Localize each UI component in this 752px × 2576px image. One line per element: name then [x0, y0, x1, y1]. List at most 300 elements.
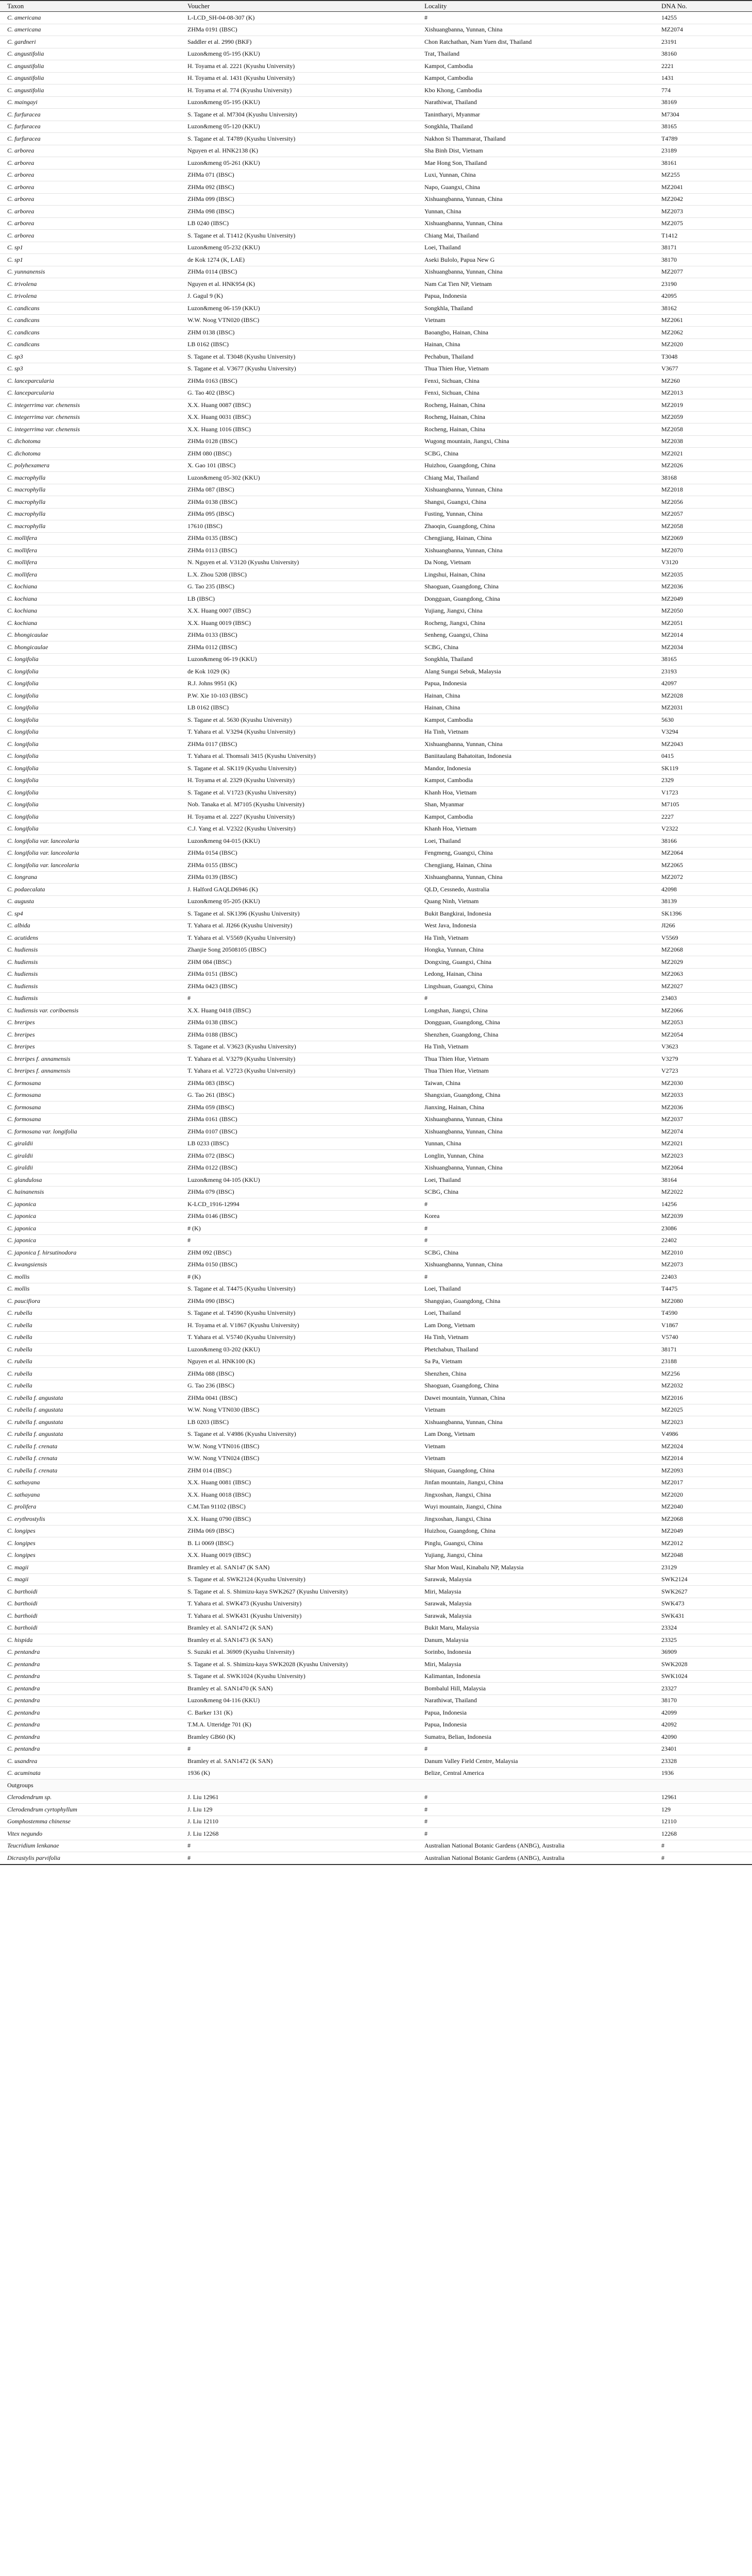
taxon-cell: C. longifolia — [0, 653, 180, 666]
table-row — [0, 1126, 752, 1138]
table-row — [0, 72, 752, 84]
taxon-cell: C. breripes f. annamensis — [0, 1053, 180, 1065]
voucher-cell: ZHMa 0112 (IBSC) — [180, 641, 417, 654]
taxon-cell: C. mollis — [0, 1283, 180, 1295]
dna-no-cell: MZ2075 — [654, 217, 752, 230]
table-row — [0, 314, 752, 327]
voucher-cell: Saddler et al. 2990 (BKF) — [180, 36, 417, 48]
voucher-cell: ZHMa 0146 (IBSC) — [180, 1210, 417, 1223]
locality-cell: Longlin, Yunnan, China — [417, 1150, 654, 1162]
voucher-cell: Zhanjie Song 20508105 (IBSC) — [180, 944, 417, 956]
locality-cell: West Java, Indonesia — [417, 920, 654, 932]
taxon-cell: C. barthoidi — [0, 1598, 180, 1610]
taxon-cell: C. acuminata — [0, 1767, 180, 1780]
taxon-cell: C. prolifera — [0, 1501, 180, 1513]
taxon-cell: C. hispida — [0, 1634, 180, 1647]
table-row — [0, 278, 752, 291]
voucher-cell: C.J. Yang et al. V2322 (Kyushu University) — [180, 823, 417, 835]
dna-no-cell: MZ2025 — [654, 1404, 752, 1416]
dna-no-cell: MZ2053 — [654, 1016, 752, 1029]
voucher-cell: ZHM 080 (IBSC) — [180, 448, 417, 460]
taxon-cell: C. macrophylla — [0, 508, 180, 520]
taxon-cell: C. rubella — [0, 1344, 180, 1356]
locality-cell — [417, 1780, 654, 1792]
dna-no-cell: MZ2019 — [654, 399, 752, 412]
dna-no-cell: MZ2064 — [654, 847, 752, 859]
table-row — [0, 375, 752, 387]
locality-cell: Songkhla, Thailand — [417, 121, 654, 133]
taxon-cell: Dicrastylis parvifolia — [0, 1852, 180, 1865]
dna-no-cell: MZ2037 — [654, 1113, 752, 1126]
locality-cell: Sorinbo, Indonesia — [417, 1646, 654, 1658]
table-row — [0, 714, 752, 726]
table-row — [0, 992, 752, 1005]
dna-no-cell: MZ2054 — [654, 1029, 752, 1041]
dna-no-cell: MZ256 — [654, 1368, 752, 1380]
table-row — [0, 1331, 752, 1344]
locality-cell: Sarawak, Malaysia — [417, 1573, 654, 1586]
dna-no-cell: 23193 — [654, 666, 752, 678]
locality-cell: Xishuangbanna, Yunnan, China — [417, 484, 654, 496]
dna-no-cell: MZ2012 — [654, 1537, 752, 1550]
table-row — [0, 1670, 752, 1683]
voucher-cell: T. Yahara et al. V5740 (Kyushu University) — [180, 1331, 417, 1344]
dna-no-cell: 38139 — [654, 895, 752, 908]
dna-no-cell: 38171 — [654, 242, 752, 254]
dna-no-cell: 42099 — [654, 1707, 752, 1719]
table-row — [0, 60, 752, 73]
voucher-cell: N. Nguyen et al. V3120 (Kyushu University) — [180, 556, 417, 569]
locality-cell: Loei, Thailand — [417, 242, 654, 254]
voucher-cell: W.W. Nong VTN016 (IBSC) — [180, 1440, 417, 1453]
taxon-cell: C. longifolia — [0, 799, 180, 811]
voucher-cell: ZHMa 071 (IBSC) — [180, 169, 417, 181]
dna-no-cell: M7105 — [654, 799, 752, 811]
dna-no-cell: 38161 — [654, 157, 752, 170]
locality-cell: Xishuangbanna, Yunnan, China — [417, 738, 654, 751]
voucher-cell: J. Halford GAQLD6946 (K) — [180, 884, 417, 896]
taxon-cell: C. angustifolia — [0, 48, 180, 60]
taxon-cell: C. rubella f. crenata — [0, 1440, 180, 1453]
dna-no-cell: MZ260 — [654, 375, 752, 387]
taxon-cell: C. longipes — [0, 1549, 180, 1562]
dna-no-cell: MZ2077 — [654, 266, 752, 278]
table-row — [0, 738, 752, 751]
locality-cell: Nakhon Si Thammarat, Thailand — [417, 133, 654, 145]
taxon-cell: C. breripes — [0, 1041, 180, 1053]
table-row — [0, 496, 752, 509]
locality-cell: Longshan, Jiangxi, China — [417, 1005, 654, 1017]
dna-no-cell: 23328 — [654, 1755, 752, 1768]
voucher-cell — [180, 1780, 417, 1792]
voucher-cell: X.X. Huang 0007 (IBSC) — [180, 605, 417, 617]
voucher-cell: H. Toyama et al. V1867 (Kyushu University) — [180, 1319, 417, 1332]
voucher-cell: ZHMa 0107 (IBSC) — [180, 1126, 417, 1138]
locality-cell: Miri, Malaysia — [417, 1658, 654, 1671]
dna-no-cell: MZ2080 — [654, 1295, 752, 1308]
locality-cell: Hainan, China — [417, 702, 654, 714]
voucher-cell: ZHMa 0133 (IBSC) — [180, 629, 417, 641]
table-row — [0, 1210, 752, 1223]
locality-cell: Mandor, Indonesia — [417, 762, 654, 775]
taxon-cell: C. furfuracea — [0, 109, 180, 121]
header-voucher: Voucher — [180, 1, 417, 12]
taxon-cell: C. americana — [0, 12, 180, 24]
voucher-cell: W.W. Noog VTN020 (IBSC) — [180, 314, 417, 327]
dna-no-cell: MZ2074 — [654, 24, 752, 36]
locality-cell: # — [417, 1271, 654, 1283]
dna-no-cell: MZ2048 — [654, 1549, 752, 1562]
locality-cell: Papua, Indonesia — [417, 1719, 654, 1731]
table-row — [0, 1283, 752, 1295]
dna-no-cell: 23327 — [654, 1683, 752, 1695]
voucher-cell: 17610 (IBSC) — [180, 520, 417, 533]
dna-no-cell: 2221 — [654, 60, 752, 73]
dna-no-cell: T4590 — [654, 1307, 752, 1319]
dna-no-cell: 1431 — [654, 72, 752, 84]
taxon-cell: C. macrophylla — [0, 520, 180, 533]
taxon-cell: C. sp1 — [0, 242, 180, 254]
table-row — [0, 181, 752, 194]
dna-no-cell: MZ2014 — [654, 1452, 752, 1465]
locality-cell: Baniitaulang Bahatoitan, Indonesia — [417, 750, 654, 762]
locality-cell: Shan, Myanmar — [417, 799, 654, 811]
taxon-cell: C. hainanensis — [0, 1186, 180, 1198]
voucher-cell: Nob. Tanaka et al. M7105 (Kyushu University) — [180, 799, 417, 811]
dna-no-cell: V2723 — [654, 1065, 752, 1077]
voucher-cell: Luzon&meng 04-116 (KKU) — [180, 1694, 417, 1707]
locality-cell: Narathiwat, Thailand — [417, 1694, 654, 1707]
locality-cell: Huizhou, Guangdong, China — [417, 1525, 654, 1537]
taxon-cell: C. integerrima var. chenensis — [0, 411, 180, 423]
table-row — [0, 908, 752, 920]
voucher-cell: ZHMa 090 (IBSC) — [180, 1295, 417, 1308]
taxon-cell: C. longifolia — [0, 702, 180, 714]
locality-cell: Songkhla, Thailand — [417, 653, 654, 666]
voucher-cell: ZHMa 083 (IBSC) — [180, 1077, 417, 1090]
voucher-cell: H. Toyama et al. 2329 (Kyushu University) — [180, 774, 417, 787]
table-row — [0, 48, 752, 60]
table-row — [0, 920, 752, 932]
table-row — [0, 1223, 752, 1235]
table-row — [0, 254, 752, 266]
dna-no-cell: SWK2124 — [654, 1573, 752, 1586]
taxon-cell: C. longifolia — [0, 762, 180, 775]
table-row — [0, 762, 752, 775]
locality-cell: Huizhou, Guangdong, China — [417, 460, 654, 472]
dna-no-cell: 23401 — [654, 1743, 752, 1755]
locality-cell: SCBG, China — [417, 1247, 654, 1259]
dna-no-cell: 23191 — [654, 36, 752, 48]
taxon-cell: C. macrophylla — [0, 496, 180, 509]
locality-cell: Xishuangbanna, Yunnan, China — [417, 1259, 654, 1271]
taxon-cell: C. glandulosa — [0, 1174, 180, 1187]
locality-cell: Jingxoshan, Jiangxi, China — [417, 1489, 654, 1501]
dna-no-cell: MZ2021 — [654, 448, 752, 460]
locality-cell: Korea — [417, 1210, 654, 1223]
locality-cell: Papua, Indonesia — [417, 1707, 654, 1719]
locality-cell: Rocheng, Hainan, China — [417, 411, 654, 423]
locality-cell: Ha Tinh, Vietnam — [417, 1331, 654, 1344]
locality-cell: Xishuangbanna, Yunnan, China — [417, 266, 654, 278]
voucher-cell: Nguyen et al. HNK954 (K) — [180, 278, 417, 291]
locality-cell: Yunnan, China — [417, 1138, 654, 1150]
table-row — [0, 1537, 752, 1550]
dna-no-cell: MZ2026 — [654, 460, 752, 472]
taxon-cell: C. angustifolia — [0, 72, 180, 84]
dna-no-cell: 2329 — [654, 774, 752, 787]
header-row — [0, 1, 752, 12]
dna-no-cell: SK119 — [654, 762, 752, 775]
table-row — [0, 1089, 752, 1101]
voucher-cell: X. Gao 101 (IBSC) — [180, 460, 417, 472]
table-row — [0, 1113, 752, 1126]
voucher-cell: de Kok 1029 (K) — [180, 666, 417, 678]
dna-no-cell: 23129 — [654, 1562, 752, 1574]
locality-cell: Belize, Central America — [417, 1767, 654, 1780]
locality-cell: Kalimantan, Indonesia — [417, 1670, 654, 1683]
voucher-cell: ZHMa 069 (IBSC) — [180, 1525, 417, 1537]
dna-no-cell: MZ2042 — [654, 193, 752, 206]
locality-cell: Fenxi, Sichuan, China — [417, 387, 654, 399]
table-row — [0, 847, 752, 859]
dna-no-cell: MZ2018 — [654, 484, 752, 496]
table-row — [0, 1840, 752, 1852]
locality-cell: Khanh Hoa, Vietnam — [417, 823, 654, 835]
locality-cell: Xishuangbanna, Yunnan, China — [417, 1416, 654, 1429]
locality-cell: Xishuangbanna, Yunnan, China — [417, 871, 654, 884]
dna-no-cell: MZ2022 — [654, 1186, 752, 1198]
voucher-cell: Nguyen et al. HNK100 (K) — [180, 1355, 417, 1368]
voucher-cell: S. Tagane et al. 5630 (Kyushu University) — [180, 714, 417, 726]
table-row — [0, 84, 752, 97]
locality-cell: Ledong, Hainan, China — [417, 968, 654, 980]
locality-cell: Xishuangbanna, Yunnan, China — [417, 545, 654, 557]
dna-no-cell: V3623 — [654, 1041, 752, 1053]
taxon-cell: C. kochiana — [0, 617, 180, 630]
taxon-cell: C. erythrostylis — [0, 1513, 180, 1526]
voucher-cell: Bramley et al. SAN1473 (K SAN) — [180, 1634, 417, 1647]
dna-no-cell: JI266 — [654, 920, 752, 932]
table-row — [0, 1622, 752, 1634]
locality-cell: Bukit Bangkirai, Indonesia — [417, 908, 654, 920]
dna-no-cell: MZ2016 — [654, 1392, 752, 1404]
dna-no-cell: 14255 — [654, 12, 752, 24]
table-row — [0, 266, 752, 278]
taxon-cell: C. longifolia — [0, 738, 180, 751]
table-row — [0, 774, 752, 787]
locality-cell: Loei, Thailand — [417, 1307, 654, 1319]
taxon-cell: C. arborea — [0, 181, 180, 194]
locality-cell: Shenzhen, Guangdong, China — [417, 1029, 654, 1041]
voucher-cell: Nguyen et al. HNK2138 (K) — [180, 145, 417, 157]
header-locality: Locality — [417, 1, 654, 12]
dna-no-cell: MZ2073 — [654, 1259, 752, 1271]
voucher-cell: ZHMa 0138 (IBSC) — [180, 496, 417, 509]
dna-no-cell — [654, 1780, 752, 1792]
voucher-cell: # — [180, 1840, 417, 1852]
dna-no-cell: V3120 — [654, 556, 752, 569]
locality-cell: Kampot, Cambodia — [417, 811, 654, 823]
voucher-cell: S. Tagane et al. T4590 (Kyushu University) — [180, 1307, 417, 1319]
header-taxon: Taxon — [0, 1, 180, 12]
taxon-cell: C. longifolia — [0, 714, 180, 726]
voucher-cell: T.M.A. Utteridge 701 (K) — [180, 1719, 417, 1731]
voucher-cell: X.X. Huang 0031 (IBSC) — [180, 411, 417, 423]
dna-no-cell: MZ2049 — [654, 1525, 752, 1537]
locality-cell: Shangxian, Guangdong, China — [417, 1089, 654, 1101]
locality-cell: # — [417, 1828, 654, 1840]
dna-no-cell: MZ2023 — [654, 1150, 752, 1162]
dna-no-cell: 38168 — [654, 472, 752, 484]
table-row — [0, 1016, 752, 1029]
locality-cell: Shaoguan, Guangdong, China — [417, 581, 654, 593]
table-row — [0, 411, 752, 423]
locality-cell: Loei, Thailand — [417, 1174, 654, 1187]
voucher-cell: S. Tagane et al. V3677 (Kyushu University) — [180, 363, 417, 375]
table-row — [0, 799, 752, 811]
voucher-cell: ZHMa 0114 (IBSC) — [180, 266, 417, 278]
dna-no-cell: 774 — [654, 84, 752, 97]
dna-no-cell: MZ2068 — [654, 1513, 752, 1526]
locality-cell: Nam Cat Tien NP, Vietnam — [417, 278, 654, 291]
dna-no-cell: 38170 — [654, 1694, 752, 1707]
table-row — [0, 145, 752, 157]
taxon-cell: C. candicans — [0, 314, 180, 327]
taxon-cell: C. rubella — [0, 1307, 180, 1319]
locality-cell: Thua Thien Hue, Vietnam — [417, 363, 654, 375]
voucher-cell: Luzon&meng 03-202 (KKU) — [180, 1344, 417, 1356]
taxon-cell: C. hudiensis — [0, 992, 180, 1005]
taxon-cell: C. mollifera — [0, 569, 180, 581]
locality-cell: SCBG, China — [417, 448, 654, 460]
locality-cell: # — [417, 1804, 654, 1816]
dna-no-cell: V5740 — [654, 1331, 752, 1344]
locality-cell: Kbo Khong, Cambodia — [417, 84, 654, 97]
dna-no-cell: MZ2020 — [654, 338, 752, 351]
table-row — [0, 1247, 752, 1259]
locality-cell: Thua Thien Hue, Vietnam — [417, 1053, 654, 1065]
dna-no-cell: MZ2058 — [654, 423, 752, 436]
dna-no-cell: MZ2029 — [654, 956, 752, 969]
voucher-cell: H. Toyama et al. 2227 (Kyushu University) — [180, 811, 417, 823]
taxon-cell: C. furfuracea — [0, 133, 180, 145]
table-row — [0, 1355, 752, 1368]
dna-no-cell: MZ2063 — [654, 968, 752, 980]
locality-cell: Chiang Mai, Thailand — [417, 472, 654, 484]
locality-cell: Shangqiao, Guangdong, China — [417, 1295, 654, 1308]
taxon-cell: Gomphostemma chinense — [0, 1816, 180, 1828]
table-row — [0, 690, 752, 702]
dna-no-cell: MZ2072 — [654, 871, 752, 884]
table-row — [0, 1174, 752, 1187]
voucher-cell: C. Barker 131 (K) — [180, 1707, 417, 1719]
taxon-cell: C. hudiensis — [0, 968, 180, 980]
taxon-cell: C. barthoidi — [0, 1586, 180, 1598]
voucher-cell: S. Tagane et al. S. Shimizu-kaya SWK2028 (Kyushu University) — [180, 1658, 417, 1671]
taxon-cell: C. pentandra — [0, 1670, 180, 1683]
dna-no-cell: T1412 — [654, 230, 752, 242]
taxon-cell: C. longifolia — [0, 823, 180, 835]
voucher-cell: S. Tagane et al. S. Shimizu-kaya SWK2627 (Kyushu University) — [180, 1586, 417, 1598]
voucher-cell: J. Liu 129 — [180, 1804, 417, 1816]
voucher-cell: S. Suzuki et al. 36909 (Kyushu University) — [180, 1646, 417, 1658]
voucher-cell: ZHMa 0151 (IBSC) — [180, 968, 417, 980]
dna-no-cell: MZ2068 — [654, 944, 752, 956]
table-row — [0, 1501, 752, 1513]
locality-cell: Thua Thien Hue, Vietnam — [417, 1065, 654, 1077]
table-row — [0, 702, 752, 714]
voucher-cell: H. Toyama et al. 774 (Kyushu University) — [180, 84, 417, 97]
table-row — [0, 1549, 752, 1562]
locality-cell: Wugong mountain, Jiangxi, China — [417, 435, 654, 448]
table-row — [0, 206, 752, 218]
table-row — [0, 1780, 752, 1792]
dna-no-cell: SWK2627 — [654, 1586, 752, 1598]
table-row — [0, 448, 752, 460]
dna-no-cell: MZ2056 — [654, 496, 752, 509]
locality-cell: Danum Valley Field Centre, Malaysia — [417, 1755, 654, 1768]
dna-no-cell: 23188 — [654, 1355, 752, 1368]
voucher-cell: # — [180, 1743, 417, 1755]
dna-no-cell: MZ2074 — [654, 1126, 752, 1138]
voucher-cell: X.X. Huang 0790 (IBSC) — [180, 1513, 417, 1526]
taxon-cell: C. japonica f. hirsutinodora — [0, 1247, 180, 1259]
table-row — [0, 666, 752, 678]
locality-cell: Trat, Thailand — [417, 48, 654, 60]
table-row — [0, 1755, 752, 1768]
voucher-cell: ZHMa 099 (IBSC) — [180, 193, 417, 206]
taxon-cell: C. gardneri — [0, 36, 180, 48]
voucher-cell: S. Tagane et al. SWK2124 (Kyushu University) — [180, 1573, 417, 1586]
taxon-cell: C. arborea — [0, 217, 180, 230]
taxon-cell: C. barthoidi — [0, 1610, 180, 1622]
taxon-cell: C. paucifiora — [0, 1295, 180, 1308]
locality-cell: Pinglu, Guangxi, China — [417, 1537, 654, 1550]
dna-no-cell: MZ2062 — [654, 327, 752, 339]
locality-cell: Bombalul Hill, Malaysia — [417, 1683, 654, 1695]
taxon-cell: C. candicans — [0, 338, 180, 351]
voucher-cell: Luzon&meng 04-015 (KKU) — [180, 835, 417, 848]
table-row — [0, 1053, 752, 1065]
voucher-cell: Luzon&meng 06-159 (KKU) — [180, 302, 417, 315]
taxon-cell: Vitex negundo — [0, 1828, 180, 1840]
voucher-cell: X.X. Huang 0019 (IBSC) — [180, 1549, 417, 1562]
taxon-cell: C. pentandra — [0, 1658, 180, 1671]
taxon-cell: C. acutidens — [0, 932, 180, 944]
header-dna-no: DNA No. — [654, 1, 752, 12]
taxon-cell: C. sp3 — [0, 351, 180, 363]
locality-cell: Yujiang, Jiangxi, China — [417, 605, 654, 617]
table-row — [0, 1416, 752, 1429]
locality-cell: Fengmeng, Guangxi, China — [417, 847, 654, 859]
table-row — [0, 1694, 752, 1707]
table-row — [0, 327, 752, 339]
taxon-cell: C. longifolia — [0, 666, 180, 678]
locality-cell: Chon Ratchathan, Nam Yuen dist, Thailand — [417, 36, 654, 48]
locality-cell: Sa Pa, Vietnam — [417, 1355, 654, 1368]
taxon-cell: C. rubella — [0, 1331, 180, 1344]
table-row — [0, 1041, 752, 1053]
voucher-cell: ZHM 014 (IBSC) — [180, 1465, 417, 1477]
taxon-cell: C. dichotoma — [0, 448, 180, 460]
locality-cell: Vietnam — [417, 1404, 654, 1416]
taxon-cell: C. furfuracea — [0, 121, 180, 133]
voucher-cell: K-LCD_1916-12994 — [180, 1198, 417, 1211]
voucher-cell: G. Tao 235 (IBSC) — [180, 581, 417, 593]
voucher-cell: ZHMa 0135 (IBSC) — [180, 532, 417, 545]
locality-cell: Jingxoshan, Jiangxi, China — [417, 1513, 654, 1526]
